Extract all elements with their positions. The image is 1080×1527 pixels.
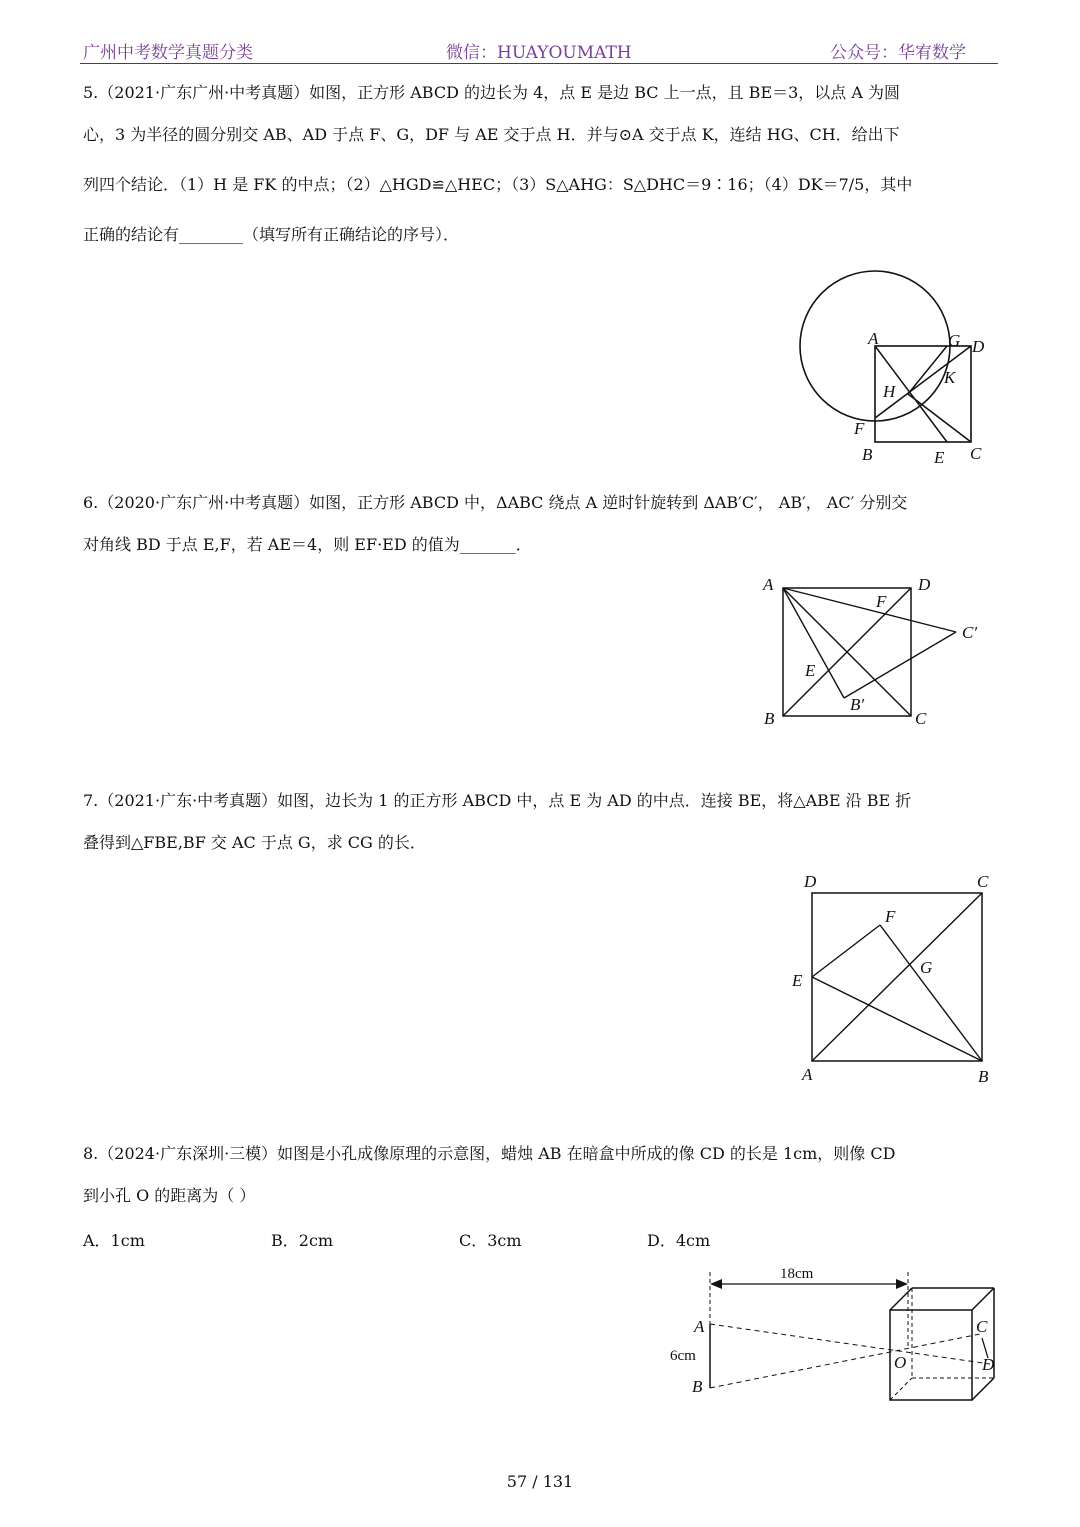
q8-dim-top-label: 18cm (780, 1266, 814, 1282)
question-5 (83, 72, 998, 256)
q5-segment-ch (908, 394, 971, 442)
q7-diagonal-ac (812, 893, 982, 1061)
q7-segment-bf (880, 925, 982, 1061)
q6-segment-ab-prime (783, 588, 844, 698)
q5-label-k: K (944, 368, 956, 387)
q7-line-2: 叠得到△FBE,BF 交 AC 于点 G，求 CG 的长． (83, 833, 426, 852)
question-6 (83, 482, 998, 566)
q5-line-1: 5.（2021·广东广州·中考真题）如图，正方形 ABCD 的边长为 4，点 E 是边 BC 上一点，且 BE＝3，以点 A 为圆 (83, 83, 901, 102)
q5-label-e: E (934, 448, 945, 467)
q6-label-e: E (805, 661, 816, 680)
q7-label-f: F (885, 907, 896, 926)
q8-box-edge-top-right (972, 1288, 994, 1310)
q5-label-g: G (948, 331, 961, 350)
q6-label-c-prime: C′ (962, 623, 978, 642)
q6-label-a: A (763, 575, 774, 594)
q5-label-b: B (862, 445, 873, 464)
q5-label-h: H (883, 382, 896, 401)
page-number: 57 / 131 (506, 1472, 574, 1491)
header-official-account: 公众号：华宥数学 (830, 43, 966, 63)
q6-label-f: F (876, 592, 887, 611)
q5-figure (790, 270, 1000, 470)
q8-label-a: A (694, 1317, 705, 1336)
q8-label-d: D (982, 1355, 995, 1374)
q6-label-c: C (915, 709, 927, 728)
q8-figure (660, 1258, 1010, 1408)
q6-line-1: 6.（2020·广东广州·中考真题）如图，正方形 ABCD 中，ΔABC 绕点 A 逆时针旋转到 ΔAB′C′， AB′， AC′ 分别交 (83, 493, 908, 512)
header-wechat: 微信：HUAYOUMATH (446, 43, 632, 63)
q5-label-f: F (854, 419, 865, 438)
q5-line-3: 列四个结论．（1）H 是 FK 的中点；（2）△HGD≌△HEC；（3）S△AHG：S△DHC＝9∶16；（4）DK＝7/5，其中 (83, 175, 913, 194)
q8-option-a[interactable]: A．1cm (83, 1231, 145, 1250)
q8-option-c[interactable]: C．3cm (459, 1231, 522, 1250)
q8-label-c: C (976, 1317, 988, 1336)
q8-arrowhead-right (896, 1279, 908, 1289)
q7-label-g: G (920, 958, 933, 977)
q8-ray-a-to-d (710, 1324, 990, 1364)
q5-line-4: 正确的结论有________（填写所有正确结论的序号）． (83, 225, 460, 244)
q6-figure (760, 570, 990, 730)
q7-label-b: B (978, 1067, 989, 1086)
question-8 (83, 1133, 998, 1217)
header-left-title: 广州中考数学真题分类 (83, 43, 253, 63)
q8-option-d[interactable]: D．4cm (647, 1231, 711, 1250)
header-divider (80, 63, 998, 64)
q8-dim-left-label: 6cm (670, 1348, 696, 1364)
q8-box-edge-top-left (890, 1288, 912, 1310)
q7-segment-ef (812, 925, 880, 977)
q8-box-hidden-diagonal (890, 1378, 912, 1400)
q7-line-1: 7.（2021·广东·中考真题）如图，边长为 1 的正方形 ABCD 中，点 E 为 AD 的中点．连接 BE，将△ABE 沿 BE 折 (83, 791, 912, 810)
q8-line-1: 8.（2024·广东深圳·三模）如图是小孔成像原理的示意图，蜡烛 AB 在暗盒中所成的像 CD 的长是 1cm，则像 CD (83, 1144, 896, 1163)
q8-label-o: O (894, 1353, 907, 1372)
q5-label-d: D (972, 337, 985, 356)
q8-ray-b-to-c (710, 1334, 980, 1388)
q8-line-2: 到小孔 O 的距离为（ ） (83, 1186, 256, 1205)
q5-label-c: C (970, 444, 982, 463)
q8-arrowhead-left (710, 1279, 722, 1289)
q7-label-e: E (792, 971, 803, 990)
q7-figure (790, 865, 1005, 1090)
q6-label-b-prime: B′ (850, 695, 865, 714)
q8-box-edge-bottom-right (972, 1378, 994, 1400)
q5-label-a: A (868, 329, 879, 348)
q7-segment-be (812, 977, 982, 1061)
q5-segment-hg (908, 346, 947, 394)
q5-line-2: 心，3 为半径的圆分别交 AB、AD 于点 F、G，DF 与 AE 交于点 H．并与⊙A 交于点 K，连结 HG、CH．给出下 (83, 125, 900, 144)
q8-option-b[interactable]: B．2cm (271, 1231, 334, 1250)
q6-label-d: D (918, 575, 931, 594)
q6-segment-ac-prime (783, 588, 956, 632)
q8-label-b: B (692, 1377, 703, 1396)
q7-label-d: D (804, 872, 817, 891)
q6-label-b: B (764, 709, 775, 728)
q6-line-2: 对角线 BD 于点 E,F，若 AE＝4，则 EF·ED 的值为_______． (83, 535, 532, 554)
question-7 (83, 780, 998, 864)
q7-label-a: A (802, 1065, 813, 1084)
q7-label-c: C (977, 872, 989, 891)
